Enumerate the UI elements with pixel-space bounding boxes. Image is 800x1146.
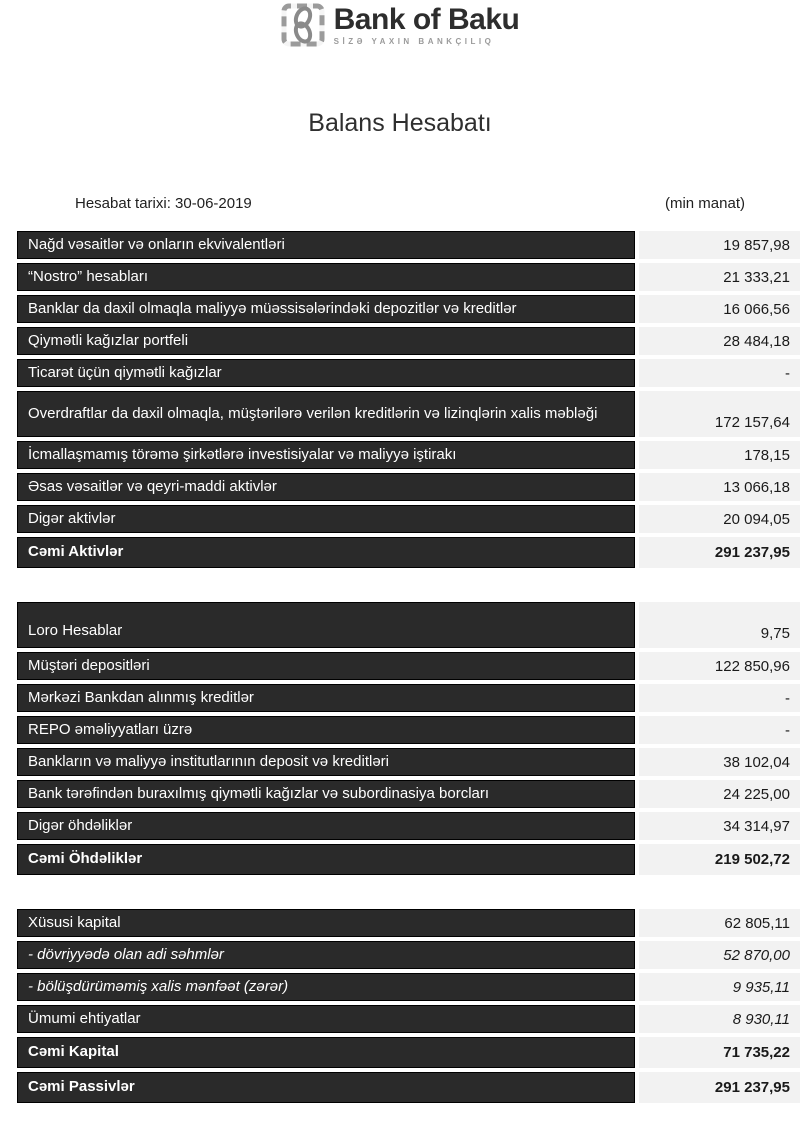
row-value: 21 333,21 [639, 263, 800, 291]
row-label: REPO əməliyyatları üzrə [17, 716, 635, 744]
row-value: 13 066,18 [639, 473, 800, 501]
row-value: 34 314,97 [639, 812, 800, 840]
row-label: Nağd vəsaitlər və onların ekvivalentləri [17, 231, 635, 259]
row-label: Banklar da daxil olmaqla maliyyə müəssisələrindəki depozitlər və kreditlər [17, 295, 635, 323]
page-title: Balans Hesabatı [308, 109, 492, 137]
equity-section [17, 909, 800, 1103]
table-row [17, 1005, 800, 1033]
table-row [17, 716, 800, 744]
row-value: 62 805,11 [639, 909, 800, 937]
row-label: Digər aktivlər [17, 505, 635, 533]
table-row [17, 263, 800, 291]
row-label: Digər öhdəliklər [17, 812, 635, 840]
table-row [17, 327, 800, 355]
row-label: Xüsusi kapital [17, 909, 635, 937]
brand-tagline: SİZƏ YAXIN BANKÇILIQ [333, 37, 495, 46]
row-label: Bank tərəfindən buraxılmış qiymətli kağızlar və subordinasiya borcları [17, 780, 635, 808]
row-value: 38 102,04 [639, 748, 800, 776]
row-value: 71 735,22 [639, 1037, 800, 1068]
table-row [17, 652, 800, 680]
table-row [17, 1072, 800, 1103]
table-row [17, 780, 800, 808]
row-value: 9,75 [639, 602, 800, 648]
table-row [17, 391, 800, 437]
row-label: İcmallaşmamış törəmə şirkətlərə investisiyalar və maliyyə iştirakı [17, 441, 635, 469]
brand-name: Bank of Baku [333, 3, 520, 36]
balance-table [0, 231, 800, 1103]
table-row [17, 909, 800, 937]
bank-logo [0, 0, 800, 47]
row-label: Qiymətli kağızlar portfeli [17, 327, 635, 355]
row-label: Mərkəzi Bankdan alınmış kreditlər [17, 684, 635, 712]
liabilities-section [17, 602, 800, 875]
row-value: 20 094,05 [639, 505, 800, 533]
row-value: 19 857,98 [639, 231, 800, 259]
row-label: “Nostro” hesabları [17, 263, 635, 291]
table-row [17, 1037, 800, 1068]
row-value: 28 484,18 [639, 327, 800, 355]
row-value: - [639, 716, 800, 744]
table-row [17, 602, 800, 648]
unit-label: (min manat) [664, 195, 745, 212]
row-value: 9 935,11 [639, 973, 800, 1001]
row-value: 122 850,96 [639, 652, 800, 680]
row-label: Ümumi ehtiyatlar [17, 1005, 635, 1033]
table-row [17, 748, 800, 776]
table-row [17, 231, 800, 259]
row-label: Cəmi Passivlər [17, 1072, 635, 1103]
row-value: - [639, 359, 800, 387]
row-label: Overdraftlar da daxil olmaqla, müştərilərə verilən kreditlərin və lizinqlərin xalis məbləği [17, 391, 635, 437]
table-row [17, 441, 800, 469]
table-row [17, 973, 800, 1001]
row-value: 24 225,00 [639, 780, 800, 808]
row-value: 8 930,11 [639, 1005, 800, 1033]
row-label: Cəmi Kapital [17, 1037, 635, 1068]
row-label: Əsas vəsaitlər və qeyri-maddi aktivlər [17, 473, 635, 501]
chain-link-in-square-icon [281, 3, 325, 47]
row-label: - dövriyyədə olan adi səhmlər [17, 941, 635, 969]
row-label: Cəmi Öhdəliklər [17, 844, 635, 875]
table-row [17, 295, 800, 323]
assets-section [17, 231, 800, 568]
row-label: Ticarət üçün qiymətli kağızlar [17, 359, 635, 387]
table-row [17, 505, 800, 533]
row-value: 178,15 [639, 441, 800, 469]
row-label: Bankların və maliyyə institutlarının deposit və kreditləri [17, 748, 635, 776]
row-value: 172 157,64 [639, 391, 800, 437]
report-date: Hesabat tarixi: 30-06-2019 [75, 195, 252, 212]
report-meta [0, 195, 800, 212]
table-row [17, 537, 800, 568]
row-label: Loro Hesablar [17, 602, 635, 648]
row-value: 291 237,95 [639, 537, 800, 568]
table-row [17, 684, 800, 712]
row-value: 52 870,00 [639, 941, 800, 969]
row-value: 16 066,56 [639, 295, 800, 323]
table-row [17, 473, 800, 501]
row-value: 291 237,95 [639, 1072, 800, 1103]
row-label: Müştəri depositləri [17, 652, 635, 680]
row-value: 219 502,72 [639, 844, 800, 875]
row-value: - [639, 684, 800, 712]
table-row [17, 941, 800, 969]
logo-text-block [334, 3, 520, 46]
row-label: - bölüşdürüməmiş xalis mənfəət (zərər) [17, 973, 635, 1001]
table-row [17, 359, 800, 387]
table-row [17, 844, 800, 875]
row-label: Cəmi Aktivlər [17, 537, 635, 568]
table-row [17, 812, 800, 840]
